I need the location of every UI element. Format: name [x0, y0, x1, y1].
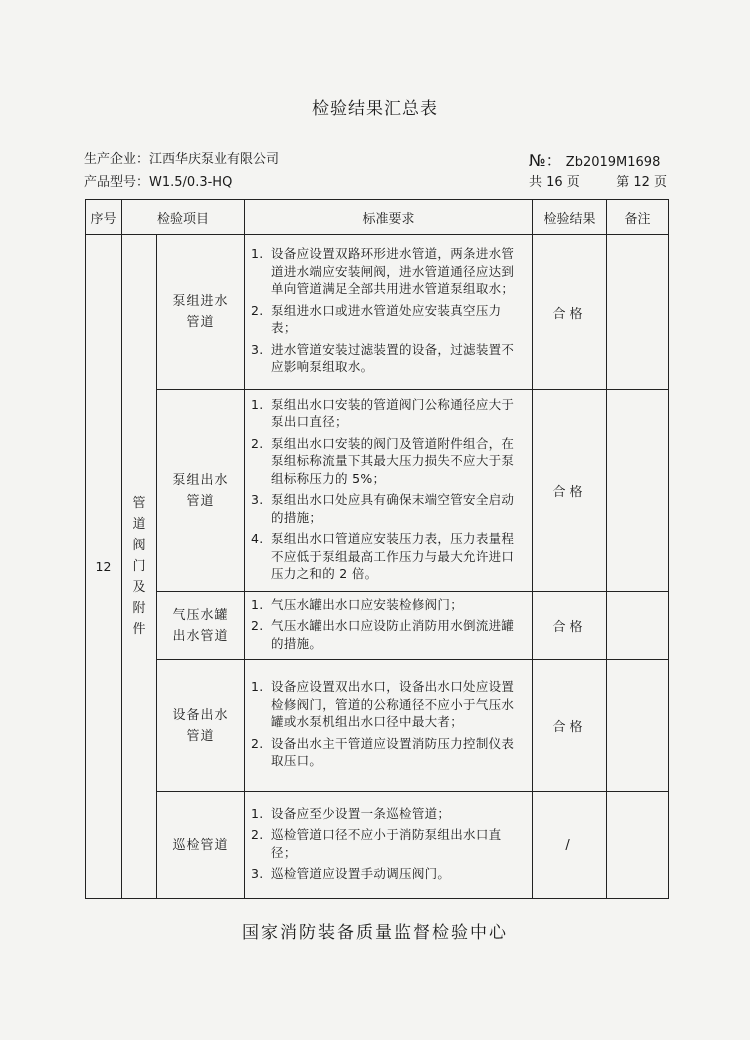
item-name: 巡检管道: [172, 837, 229, 853]
seq-cell: 12: [86, 235, 122, 899]
report-number-line: [529, 148, 660, 171]
col-header-requirement: 标准要求: [245, 200, 533, 235]
results-table: [85, 199, 669, 899]
requirement-item: 1. 设备应设置双路环形进水管道，两条进水管道进水端应安装闸阀，进水管道通径应达到单向管道满足全部共用进水管道泵组取水；: [251, 246, 515, 297]
note-cell: [607, 390, 669, 592]
col-header-result: 检验结果: [533, 200, 607, 235]
requirement-item: 2. 巡检管道口径不应小于消防泵组出水口直径；: [251, 827, 502, 860]
requirement-cell: [245, 390, 533, 592]
item-name: 气压水罐出水管道: [172, 607, 229, 644]
company-name: 江西华庆泵业有限公司: [149, 152, 280, 167]
col-header-seq: 序号: [86, 200, 122, 235]
table-row: [86, 235, 669, 390]
note-cell: [607, 592, 669, 660]
requirement-item: 3. 进水管道安装过滤装置的设备，过滤装置不应影响泵组取水。: [251, 341, 515, 375]
category-name: 管道阀门及附件: [132, 496, 146, 637]
item-name: 设备出水管道: [172, 707, 229, 744]
requirement-cell: [245, 592, 533, 660]
requirement-cell: [245, 660, 533, 792]
item-name: 泵组进水管道: [172, 294, 229, 330]
item-cell: [157, 390, 245, 592]
result-cell: 合格: [533, 660, 607, 792]
requirement-item: 2. 泵组进水口或进水管道处应安装真空压力表；: [251, 302, 502, 336]
item-cell: [157, 235, 245, 390]
issuer-footer: 国家消防装备质量监督检验中心: [242, 923, 508, 943]
company-label: 生产企业：: [84, 152, 150, 167]
page-count-line: [529, 171, 667, 190]
table-row: [86, 660, 669, 792]
requirement-item: 1. 设备应至少设置一条巡检管道；: [251, 805, 451, 821]
requirement-cell: [245, 792, 533, 899]
category-cell: [122, 235, 157, 899]
requirement-item: 3. 泵组出水口处应具有确保末端空管安全启动的措施；: [251, 492, 515, 525]
requirement-item: 2. 设备出水主干管道应设置消防压力控制仪表取压口。: [251, 735, 515, 769]
table-row: [86, 792, 669, 899]
company-line: [84, 148, 279, 167]
requirement-item: 4. 泵组出水口管道应安装压力表，压力表量程不应低于泵组最高工作压力与最大允许进口压力之和的 2 倍。: [251, 531, 515, 581]
report-number: Zb2019M1698: [565, 155, 661, 170]
model-label: 产品型号：: [84, 175, 150, 190]
note-cell: [607, 235, 669, 390]
page-number: 第 12 页: [616, 175, 667, 190]
note-cell: [607, 792, 669, 899]
requirement-item: 1. 泵组出水口安装的管道阀门公称通径应大于泵出口直径；: [251, 396, 515, 429]
report-number-label: №：: [529, 151, 562, 170]
item-name: 泵组出水管道: [172, 472, 229, 509]
col-header-note: 备注: [607, 200, 669, 235]
result-cell: /: [533, 792, 607, 899]
requirement-item: 1. 设备应设置双出水口，设备出水口处应设置检修阀门，管道的公称通径不应小于气压水罐或水泵机组出水口径中最大者；: [251, 679, 515, 730]
page-title: 检验结果汇总表: [312, 99, 438, 119]
table-row: [86, 390, 669, 592]
result-cell: 合格: [533, 235, 607, 390]
requirement-cell: [245, 235, 533, 390]
table-row: [86, 592, 669, 660]
requirement-item: 2. 气压水罐出水口应设防止消防用水倒流进罐的措施。: [251, 618, 515, 651]
requirement-item: 1. 气压水罐出水口应安装检修阀门；: [251, 596, 464, 612]
table-header-row: [86, 200, 669, 235]
item-cell: [157, 592, 245, 660]
item-cell: [157, 660, 245, 792]
result-cell: 合格: [533, 390, 607, 592]
result-cell: 合格: [533, 592, 607, 660]
model-value: W1.5/0.3-HQ: [149, 175, 233, 190]
requirement-item: 2. 泵组出水口安装的阀门及管道附件组合，在泵组标称流量下其最大压力损失不应大于泵组标称压力的 5%；: [251, 435, 515, 486]
requirement-item: 3. 巡检管道应设置手动调压阀门。: [251, 866, 451, 881]
note-cell: [607, 660, 669, 792]
model-line: [84, 171, 232, 190]
total-pages: 共 16 页: [529, 175, 580, 190]
item-cell: [157, 792, 245, 899]
col-header-item: 检验项目: [122, 200, 245, 235]
